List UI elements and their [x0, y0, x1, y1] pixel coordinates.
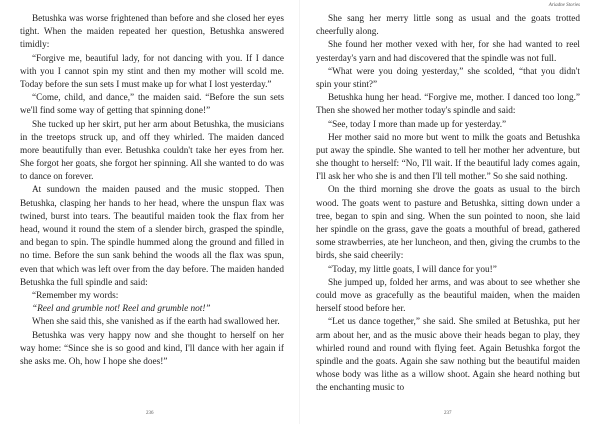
paragraph: She found her mother vexed with her, for she had wanted to reel yesterday's yarn and had discovered that the spindle was not full.	[316, 40, 580, 64]
paragraph: Betushka was very happy now and she thought to herself on her way home: “Since she is so good and kind, I'll dance with her again if she asks me. Oh, how I hope she does!”	[20, 330, 284, 367]
running-head: Ariadne Stories	[548, 3, 580, 8]
paragraph: “See, today I more than made up for yesterday.”	[328, 119, 507, 130]
paragraph: “Remember my words:	[32, 290, 119, 301]
paragraph: “What were you doing yesterday,” she scolded, “that you didn't spin your stint?”	[316, 66, 580, 90]
page-number-right: 237	[444, 411, 452, 416]
left-page-text	[20, 13, 284, 369]
paragraph: She tucked up her skirt, put her arm about Betushka, the musicians in the treetops struck up, and off they whirled. The maiden danced more beautifully than ever. Betushka couldn't take her eyes from her. She forgot her goats, she forgot her spinning. All she wanted to do was to dance on forever.	[20, 119, 284, 183]
right-page	[300, 0, 600, 424]
paragraph: Her mother said no more but went to milk the goats and Betushka put away the spindle. She wanted to tell her mother her adventure, but she thought to herself: “No, I'll wait. If the beautiful lady comes again, I'll ask her who she is and then I'll tell mother.” So she said nothing.	[316, 132, 580, 183]
paragraph: “Come, child, and dance,” the maiden said. “Before the sun sets we'll find some way of getting that spinning done!”	[20, 93, 284, 117]
paragraph: “Let us dance together,” she said. She smiled at Betushka, put her arm about her, and as the music above their heads began to play, they whirled round and round with flying feet. Again Betushka forgot the spindle and the goats. Again she saw nothing but the beautiful maiden whose body was lithe as a willow shoot. Again she heard nothing but the enchanting music to	[316, 317, 580, 394]
paragraph: When she said this, she vanished as if the earth had swallowed her.	[32, 317, 280, 328]
paragraph: On the third morning she drove the goats as usual to the birch wood. The goats went to pasture and Betushka, sitting down under a tree, began to spin and sing. When the sun pointed to noon, she laid her spindle on the grass, gave the goats a mouthful of bread, gathered some strawberries, ate her luncheon, and then, giving the crumbs to the birds, she said cheerily:	[316, 185, 580, 262]
paragraph-italic: “Reel and grumble not! Reel and grumble not!”	[32, 304, 211, 315]
paragraph: She jumped up, folded her arms, and was about to see whether she could move as gracefully as the beautiful maiden, when the maiden herself stood before her.	[316, 277, 580, 315]
paragraph: Betushka hung her head. “Forgive me, mother. I danced too long.” Then she showed her mother today's spindle and said:	[316, 93, 580, 117]
paragraph: She sang her merry little song as usual and the goats trotted cheerfully along.	[316, 14, 580, 38]
paragraph: “Today, my little goats, I will dance for you!”	[328, 264, 497, 275]
paragraph: “Forgive me, beautiful lady, for not dancing with you. If I dance with you I cannot spin my stint and then my mother will scold me. Today before the sun sets I must make up for what I lost yesterday.”	[20, 53, 284, 90]
paragraph: Betushka was worse frightened than before and she closed her eyes tight. When the maiden repeated her question, Betushka answered timidly:	[20, 14, 284, 51]
page-number-left: 236	[146, 411, 154, 416]
right-page-text	[316, 13, 580, 395]
paragraph: At sundown the maiden paused and the music stopped. Then Betushka, clasping her hands to her head, where the unspun flax was twined, burst into tears. The beautiful maiden took the flax from her head, wound it round the stem of a slender birch, grasped the spindle, and began to spin. The spindle hummed along the ground and filled in no time. Before the sun sank behind the woods all the flax was spun, even that which was left over from the day before. The maiden handed Betushka the full spindle and said:	[20, 185, 284, 288]
